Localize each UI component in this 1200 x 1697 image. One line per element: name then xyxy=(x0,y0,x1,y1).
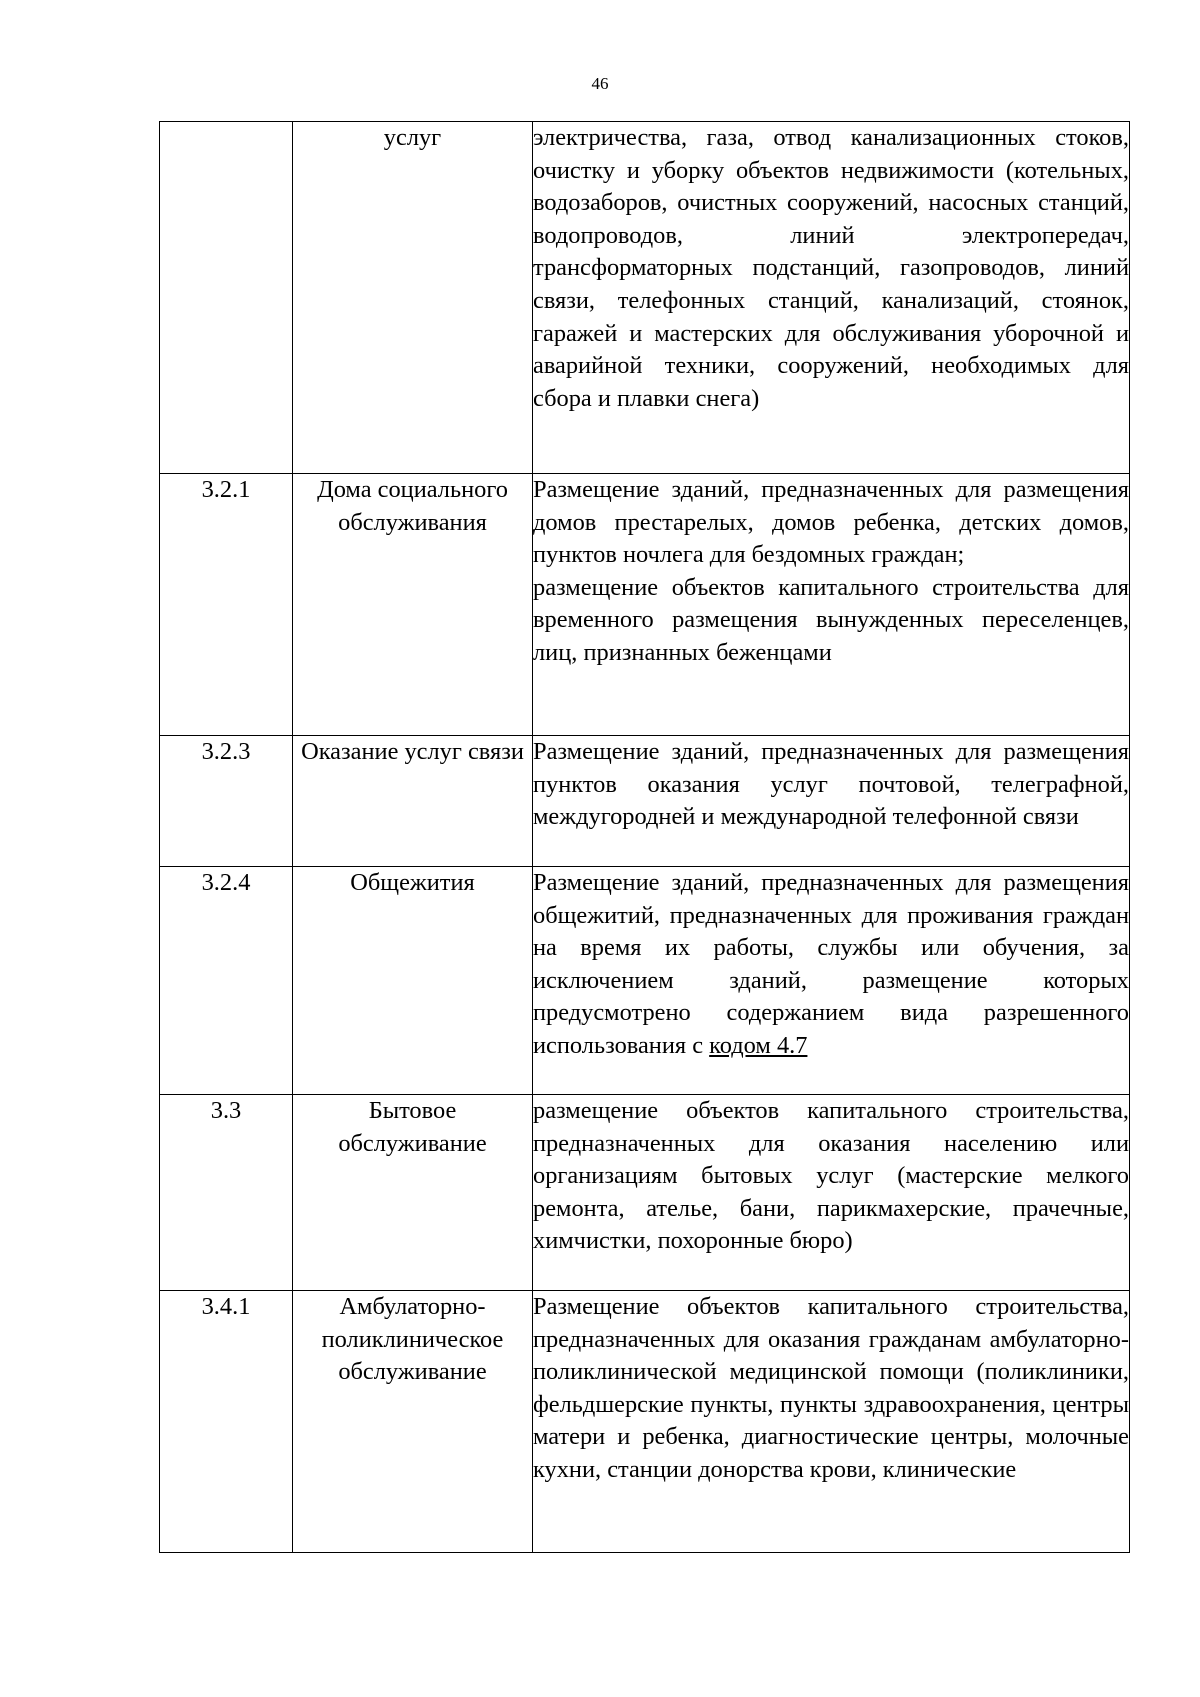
table-row xyxy=(160,122,1130,474)
code-cell: 3.3 xyxy=(160,1095,293,1291)
name-cell: Дома социального обслуживания xyxy=(293,474,533,736)
table-row xyxy=(160,736,1130,867)
code-cell: 3.2.1 xyxy=(160,474,293,736)
description-text: размещение объектов капитального строительства для временного размещения вынужденных переселенцев, лиц, признанных беженцами xyxy=(533,573,1129,666)
description-cell xyxy=(533,474,1130,736)
land-use-table xyxy=(159,121,1130,1553)
code-cell: 3.2.3 xyxy=(160,736,293,867)
code-cell: 3.4.1 xyxy=(160,1291,293,1553)
description-text: размещение объектов капитального строительства, предназначенных для оказания населению или организациям бытовых услуг (мастерские мелкого ремонта, ателье, бани, парикмахерские, прачечные, химчистки, похоронные бюро) xyxy=(533,1097,1129,1255)
name-cell: Амбулаторно-поликлиническое обслуживание xyxy=(293,1291,533,1553)
description-text: Размещение объектов капитального строительства, предназначенных для оказания гражданам амбулаторно-поликлинической медицинской помощи (поликлиники, фельдшерские пункты, пункты здравоохранения, центры матери и ребенка, диагностические центры, молочные кухни, станции донорства крови, клинические xyxy=(533,1293,1129,1483)
description-text-main: Размещение зданий, предназначенных для размещения общежитий, предназначенных для проживания граждан на время их работы, службы или обучения, за исключением зданий, размещение которых предусмотрено содержанием вида разрешенного использования с xyxy=(533,869,1129,1059)
name-cell: услуг xyxy=(293,122,533,474)
description-text: Размещение зданий, предназначенных для размещения пунктов оказания услуг почтовой, телеграфной, междугородней и международной телефонной связи xyxy=(533,738,1129,831)
description-text: электричества, газа, отвод канализационных стоков, очистку и уборку объектов недвижимости (котельных, водозаборов, очистных сооружений, насосных станций, водопроводов, линий электропередач, трансформаторных подстанций, газопроводов, линий связи, телефонных станций, канализаций, стоянок, гаражей и мастерских для обслуживания уборочной и аварийной техники, сооружений, необходимых для сбора и плавки снега) xyxy=(533,124,1129,412)
description-cell xyxy=(533,122,1130,474)
page-number: 46 xyxy=(591,74,609,93)
code-cell: 3.2.4 xyxy=(160,867,293,1095)
description-cell xyxy=(533,1291,1130,1553)
table-row xyxy=(160,1095,1130,1291)
description-cell xyxy=(533,867,1130,1095)
description-cell xyxy=(533,1095,1130,1291)
name-cell: Бытовое обслуживание xyxy=(293,1095,533,1291)
code-cell xyxy=(160,122,293,474)
table-row xyxy=(160,1291,1130,1553)
description-cell xyxy=(533,736,1130,867)
table-row xyxy=(160,867,1130,1095)
code-reference-link[interactable]: кодом 4.7 xyxy=(709,1031,808,1059)
name-cell: Оказание услуг связи xyxy=(293,736,533,867)
description-text xyxy=(533,867,1129,1063)
name-cell: Общежития xyxy=(293,867,533,1095)
table-row xyxy=(160,474,1130,736)
description-text: Размещение зданий, предназначенных для размещения домов престарелых, домов ребенка, детских домов, пунктов ночлега для бездомных граждан; xyxy=(533,476,1129,569)
